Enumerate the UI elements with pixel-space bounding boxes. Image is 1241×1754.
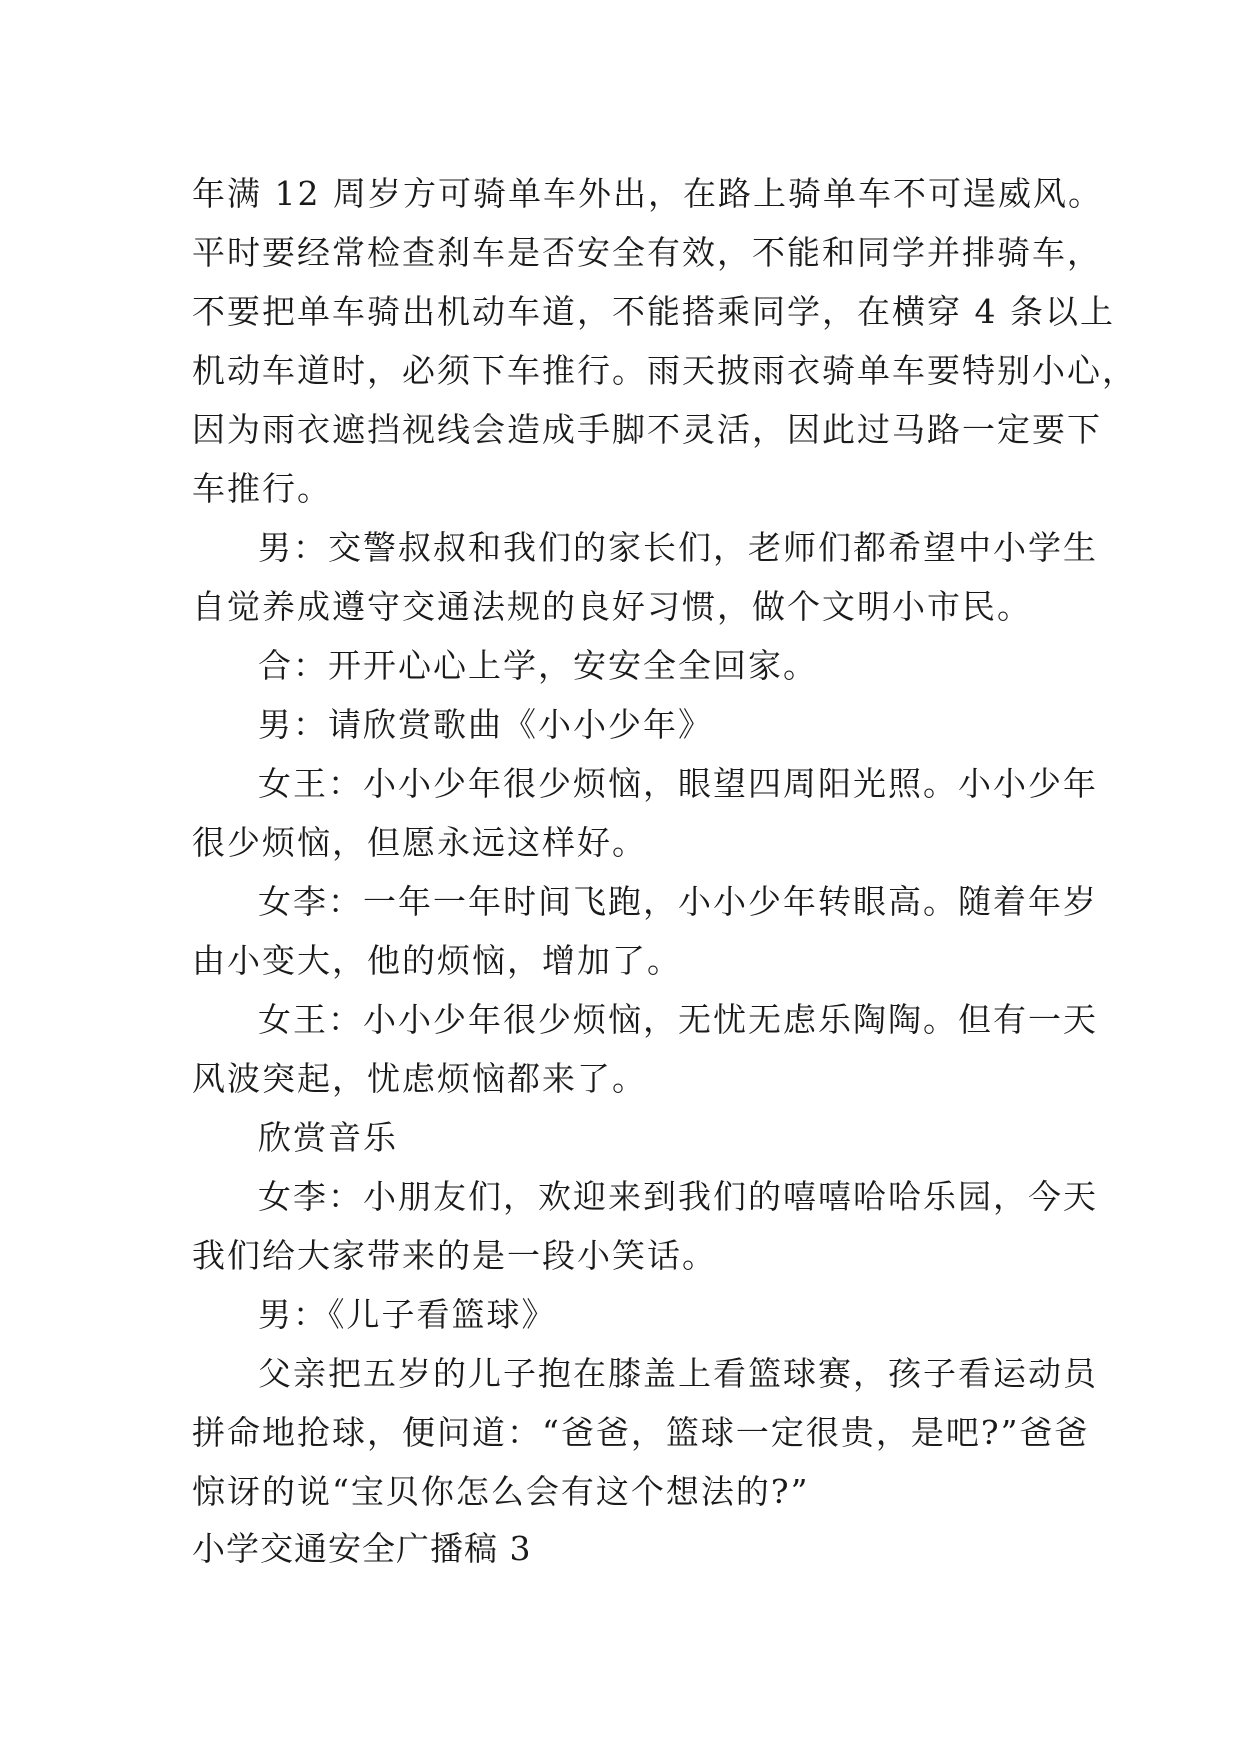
section-title: 小学交通安全广播稿 3 <box>192 1529 532 1568</box>
paragraph-line: 欣赏音乐 <box>258 1118 398 1157</box>
paragraph-line: 车推行。 <box>192 469 332 508</box>
paragraph-line: 女李：小朋友们，欢迎来到我们的嘻嘻哈哈乐园，今天 <box>258 1177 1098 1216</box>
paragraph-line: 不要把单车骑出机动车道，不能搭乘同学，在横穿 4 条以上 <box>192 292 1115 331</box>
document-body <box>192 164 1137 1577</box>
paragraph-line: 我们给大家带来的是一段小笑话。 <box>192 1236 717 1275</box>
paragraph-line: 男：请欣赏歌曲《小小少年》 <box>258 705 713 744</box>
paragraph-line: 因为雨衣遮挡视线会造成手脚不灵活，因此过马路一定要下 <box>192 410 1102 449</box>
paragraph-line: 自觉养成遵守交通法规的良好习惯，做个文明小市民。 <box>192 587 1032 626</box>
paragraph-line: 女李：一年一年时间飞跑，小小少年转眼高。随着年岁 <box>258 882 1098 921</box>
paragraph-line: 机动车道时，必须下车推行。雨天披雨衣骑单车要特别小心， <box>192 351 1137 390</box>
paragraph-line: 男：《儿子看篮球》 <box>258 1295 557 1334</box>
paragraph-line: 女王：小小少年很少烦恼，无忧无虑乐陶陶。但有一天 <box>258 1000 1098 1039</box>
paragraph-line: 风波突起，忧虑烦恼都来了。 <box>192 1059 647 1098</box>
paragraph-line: 由小变大，他的烦恼，增加了。 <box>192 941 682 980</box>
paragraph-line: 父亲把五岁的儿子抱在膝盖上看篮球赛，孩子看运动员 <box>258 1354 1098 1393</box>
paragraph-line: 很少烦恼，但愿永远这样好。 <box>192 823 647 862</box>
paragraph-line: 女王：小小少年很少烦恼，眼望四周阳光照。小小少年 <box>258 764 1098 803</box>
paragraph-line: 拼命地抢球，便问道：“爸爸，篮球一定很贵，是吧?”爸爸 <box>192 1413 1090 1452</box>
paragraph-line: 合：开开心心上学，安安全全回家。 <box>258 646 818 685</box>
paragraph-line: 平时要经常检查刹车是否安全有效，不能和同学并排骑车， <box>192 233 1102 272</box>
paragraph-line: 年满 12 周岁方可骑单车外出，在路上骑单车不可逞威风。 <box>192 174 1103 213</box>
paragraph-line: 男：交警叔叔和我们的家长们，老师们都希望中小学生 <box>258 528 1098 567</box>
paragraph-line: 惊讶的说“宝贝你怎么会有这个想法的?” <box>192 1472 810 1511</box>
